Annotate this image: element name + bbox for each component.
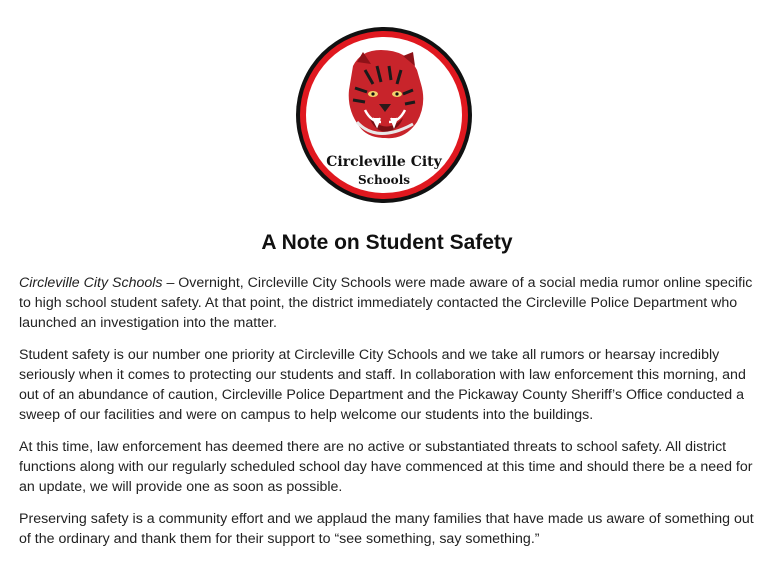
paragraph-4: Preserving safety is a community effort and we applaud the many families that have made us aware of something out of the ordinary and thank them for their support to “see something, say something.” <box>19 511 754 547</box>
paragraph-1 <box>19 273 759 333</box>
paragraph-source: Circleville City Schools <box>19 275 163 291</box>
article-body <box>19 273 759 561</box>
paragraph-2: Student safety is our number one priority at Circleville City Schools and we take all rumors or hearsay incredibly seriously when it comes to protecting our students and staff. In collaboration with law enforcement this morning, and out of an abundance of caution, Circleville Police Department and the Pickaway County Sheriff’s Office conducted a sweep of our facilities and were on campus to help welcome our students into the buildings. <box>19 347 746 423</box>
logo-text-line2: Schools <box>357 173 411 187</box>
school-logo <box>281 26 487 204</box>
paragraph-text: – Overnight, Circleville City Schools were made aware of a social media rumor online specific to high school student safety. At that point, the district immediately contacted the Circleville Police Department who launched an investigation into the matter. <box>19 275 753 331</box>
tiger-head-icon <box>349 50 424 138</box>
paragraph-3: At this time, law enforcement has deemed there are no active or substantiated threats to school safety. All district functions along with our regularly scheduled school day have commenced at this time and should there be a need for an update, we will provide one as soon as possible. <box>19 439 753 495</box>
tiger-logo-icon <box>281 26 487 204</box>
logo-text-line1: Circleville City <box>326 154 442 170</box>
article-title: A Note on Student Safety <box>261 231 513 254</box>
